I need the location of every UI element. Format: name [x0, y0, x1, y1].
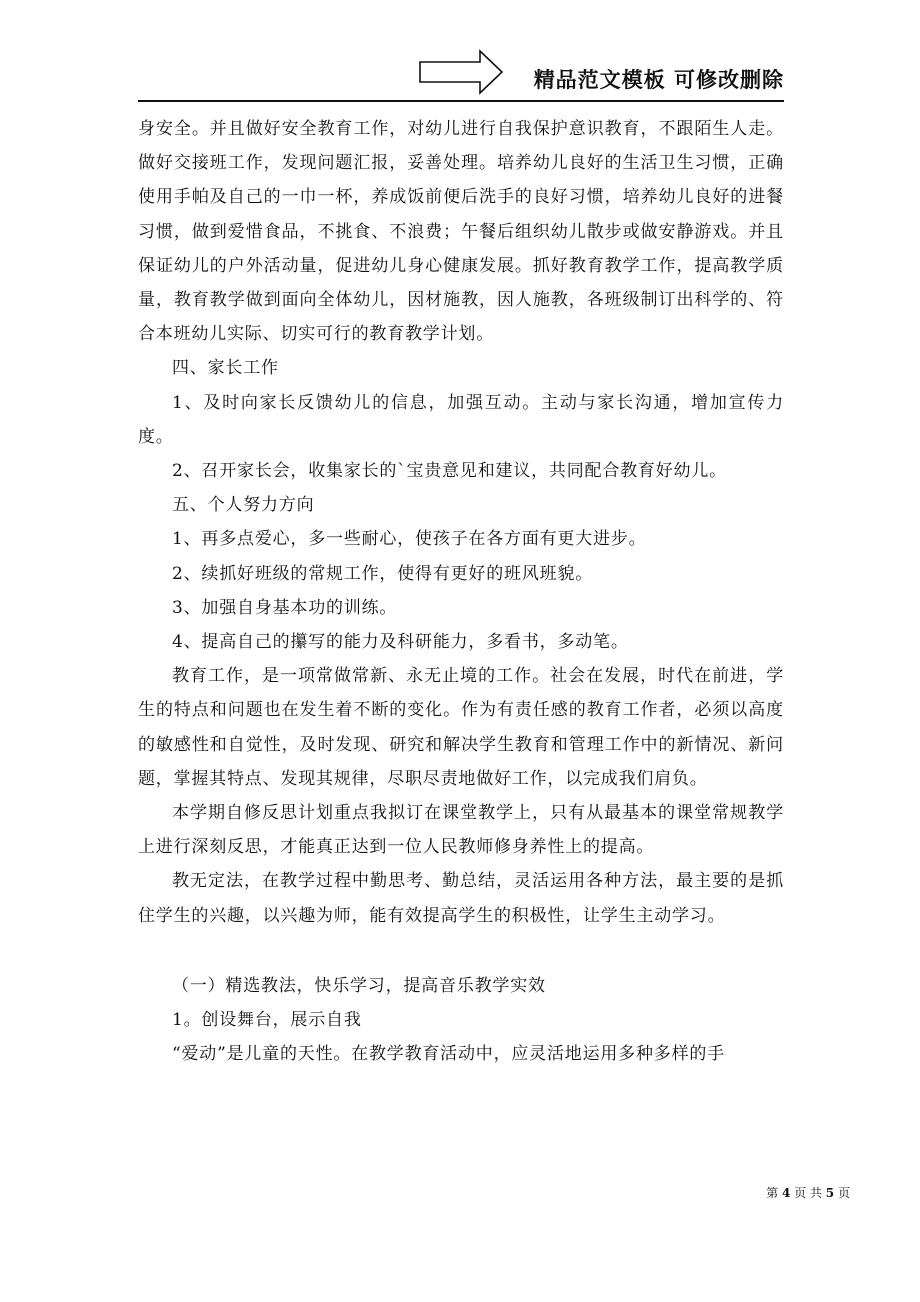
right-arrow-icon [418, 48, 504, 96]
paragraph: 身安全。并且做好安全教育工作，对幼儿进行自我保护意识教育，不跟陌生人走。做好交接班工作，发现问题汇报，妥善处理。培养幼儿良好的生活卫生习惯，正确使用手帕及自己的一巾一杯，养成饭前便后洗手的良好习惯，培养幼儿良好的进餐习惯，做到爱惜食品，不挑食、不浪费；午餐后组织幼儿散步或做安静游戏。并且保证幼儿的户外活动量，促进幼儿身心健康发展。抓好教育教学工作，提高教学质量，教育教学做到面向全体幼儿，因材施教，因人施教，各班级制订出科学的、符合本班幼儿实际、切实可行的教育教学计划。 [138, 119, 784, 345]
header-title: 精品范文模板 可修改删除 [533, 68, 784, 92]
section-heading: 四、家长工作 [172, 358, 279, 379]
list-item: 1、及时向家长反馈幼儿的信息，加强互动。主动与家长沟通，增加宣传力度。 [138, 392, 784, 447]
section-heading: 五、个人努力方向 [172, 495, 315, 516]
footer-suffix: 页 [837, 1186, 850, 1200]
footer-prefix: 第 [766, 1186, 779, 1200]
document-body [138, 112, 784, 1071]
paragraph: 本学期自修反思计划重点我拟订在课堂教学上，只有从最基本的课堂常规教学上进行深刻反思，才能真正达到一位人民教师修身养性上的提高。 [138, 803, 784, 858]
current-page-number: 4 [781, 1186, 791, 1200]
footer-middle: 页 共 [794, 1186, 822, 1200]
total-pages-number: 5 [825, 1186, 835, 1200]
list-item: 1、再多点爱心，多一些耐心，使孩子在各方面有更大进步。 [172, 529, 647, 550]
subsection-heading: （一）精选教法，快乐学习，提高音乐教学实效 [172, 975, 546, 996]
spacer [138, 933, 784, 969]
paragraph: 教无定法，在教学过程中勤思考、勤总结，灵活运用各种方法，最主要的是抓住学生的兴趣，以兴趣为师，能有效提高学生的积极性，让学生主动学习。 [138, 871, 784, 926]
page-footer [766, 1184, 850, 1201]
list-item: 4、提高自己的攥写的能力及科研能力，多看书，多动笔。 [172, 632, 629, 653]
subsection-heading: 1。创设舞台，展示自我 [172, 1010, 362, 1031]
list-item: 3、加强自身基本功的训练。 [172, 597, 398, 618]
list-item: 2、召开家长会，收集家长的`宝贵意见和建议，共同配合教育好幼儿。 [172, 461, 727, 482]
paragraph: 教育工作，是一项常做常新、永无止境的工作。社会在发展，时代在前进，学生的特点和问题也在发生着不断的变化。作为有责任感的教育工作者，必须以高度的敏感性和自觉性，及时发现、研究和解决学生教育和管理工作中的新情况、新问题，掌握其特点、发现其规律，尽职尽责地做好工作，以完成我们肩负。 [138, 666, 784, 789]
list-item: 2、续抓好班级的常规工作，使得有更好的班风班貌。 [172, 563, 594, 584]
paragraph: “爱动”是儿童的天性。在教学教育活动中，应灵活地运用多种多样的手 [172, 1044, 725, 1065]
page-header [138, 48, 784, 102]
